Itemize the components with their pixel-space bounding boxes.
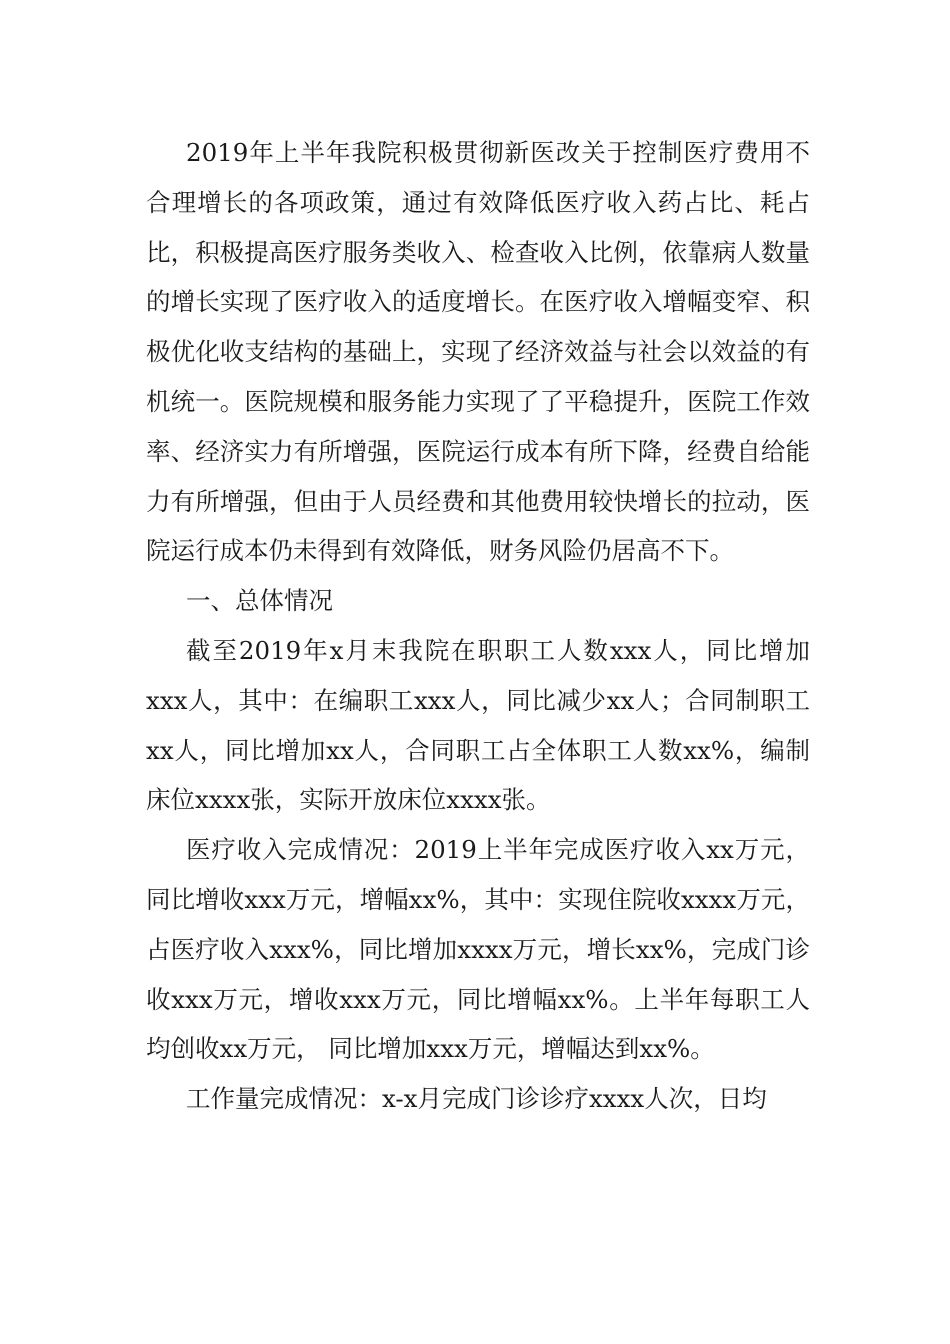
- staff-paragraph: 截至2019年x月末我院在职职工人数xxx人，同比增加xxx人，其中：在编职工xxx人，同比减少xx人；合同制职工xx人，同比增加xx人，合同职工占全体职工人数xx%，编制床位xxxx张，实际开放床位xxxx张。: [146, 635, 810, 815]
- intro-paragraph: 2019年上半年我院积极贯彻新医改关于控制医疗费用不合理增长的各项政策，通过有效降低医疗收入药占比、耗占比，积极提高医疗服务类收入、检查收入比例，依靠病人数量的增长实现了医疗收入的适度增长。在医疗收入增幅变窄、积极优化收支结构的基础上，实现了经济效益与社会以效益的有机统一。医院规模和服务能力实现了了平稳提升，医院工作效率、经济实力有所增强，医院运行成本有所下降，经费自给能力有所增强，但由于人员经费和其他费用较快增长的拉动，医院运行成本仍未得到有效降低，财务风险仍居高不下。: [146, 138, 810, 566]
- workload-paragraph: 工作量完成情况：x-x月完成门诊诊疗xxxx人次，日均: [186, 1084, 767, 1114]
- document-body: [146, 128, 810, 1124]
- revenue-paragraph: 医疗收入完成情况：2019上半年完成医疗收入xx万元，同比增收xxx万元，增幅xx%，其中：实现住院收xxxx万元，占医疗收入xxx%，同比增加xxxx万元，增长xx%，完成门诊收xxx万元，增收xxx万元，同比增幅xx%。上半年每职工人均创收xx万元， 同比增加xxx万元，增幅达到xx%。: [146, 835, 810, 1064]
- section-heading-overall: 一、总体情况: [186, 586, 333, 616]
